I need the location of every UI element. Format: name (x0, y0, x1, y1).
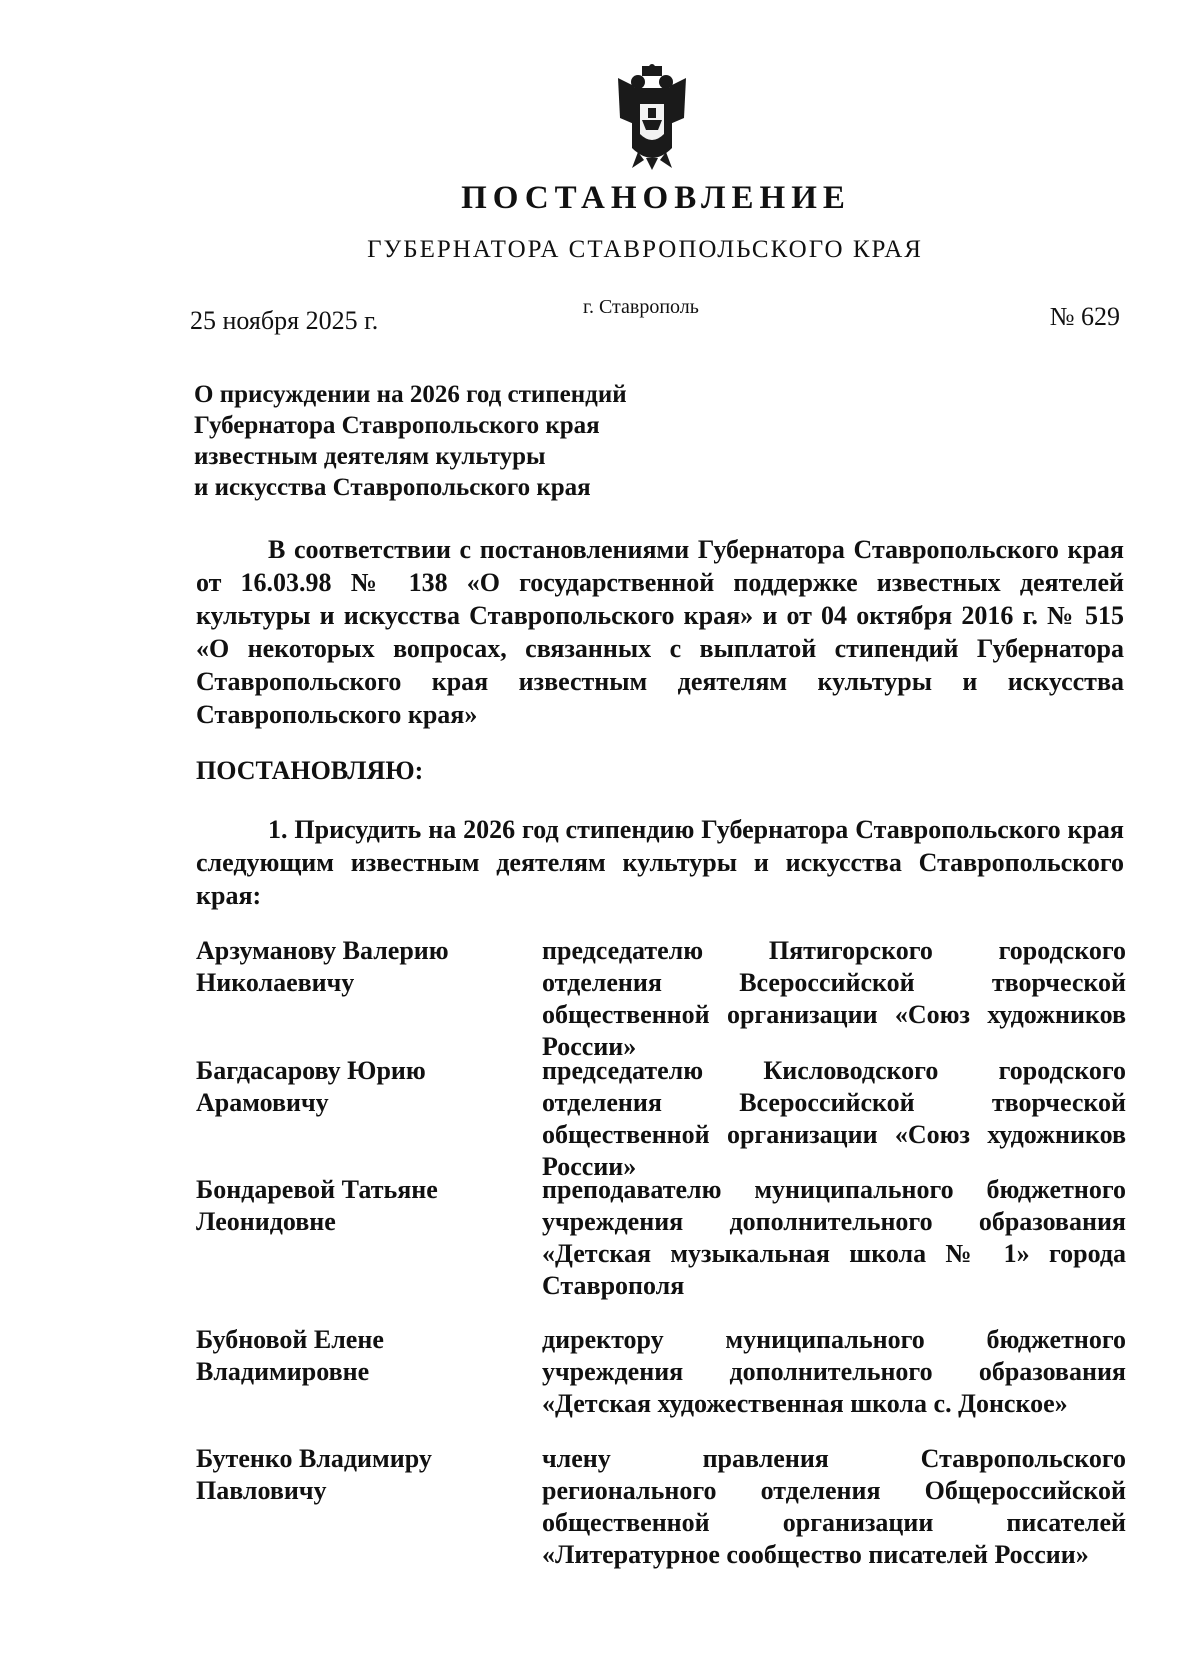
issue-date: 25 ноября 2025 г. (190, 306, 379, 335)
subject-line: О присуждении на 2026 год стипендий (194, 381, 627, 408)
issue-city: г. Ставрополь (583, 296, 699, 318)
awardee-position: председателю Пятигорского городского отделения Всероссийской творческой общественной организации «Союз художников России» (542, 936, 1126, 1061)
subject-line: и искусства Ставропольского края (194, 474, 591, 501)
document-number: № 629 (1049, 302, 1120, 331)
decree-heading: ПОСТАНОВЛЯЮ: (196, 756, 424, 785)
document-subject (194, 379, 714, 503)
subject-line: известным деятелям культуры (194, 443, 546, 470)
awardee-name: Бутенко Владимиру Павловичу (196, 1444, 432, 1505)
document-title: ПОСТАНОВЛЕНИЕ (461, 180, 851, 216)
awardee-name: Бубновой Елене Владимировне (196, 1325, 384, 1386)
awardee-position: директору муниципального бюджетного учреждения дополнительного образования «Детская художественная школа с. Донское» (542, 1325, 1126, 1418)
item-1-paragraph: 1. Присудить на 2026 год стипендию Губернатора Ставропольского края следующим известным деятелям культуры и искусства Ставропольского края: (196, 815, 1124, 910)
awardee-name: Багдасарову Юрию Арамовичу (196, 1056, 426, 1117)
issuer-subtitle: ГУБЕРНАТОРА СТАВРОПОЛЬСКОГО КРАЯ (367, 236, 923, 263)
awardee-position: члену правления Ставропольского регионального отделения Общероссийской общественной организации писателей «Литературное сообщество писателей России» (542, 1444, 1126, 1569)
subject-line: Губернатора Ставропольского края (194, 412, 600, 439)
preamble-paragraph: В соответствии с постановлениями Губернатора Ставропольского края от 16.03.98 № 138 «О государственной поддержке известных деятелей культуры и искусства Ставропольского края» и от 04 октября 2016 г. № 515 «О некоторых вопросах, связанных с выплатой стипендий Губернатора Ставропольского края известным деятелям культуры и искусства Ставропольского края» (196, 535, 1124, 729)
coat-of-arms-emblem (614, 64, 690, 172)
awardee-position: преподавателю муниципального бюджетного учреждения дополнительного образования «Детская музыкальная школа № 1» города Ставрополя (542, 1175, 1126, 1300)
awardee-name: Арзуманову Валерию Николаевичу (196, 936, 449, 997)
awardee-name: Бондаревой Татьяне Леонидовне (196, 1175, 438, 1236)
awardee-position: председателю Кисловодского городского отделения Всероссийской творческой общественной организации «Союз художников России» (542, 1056, 1126, 1181)
